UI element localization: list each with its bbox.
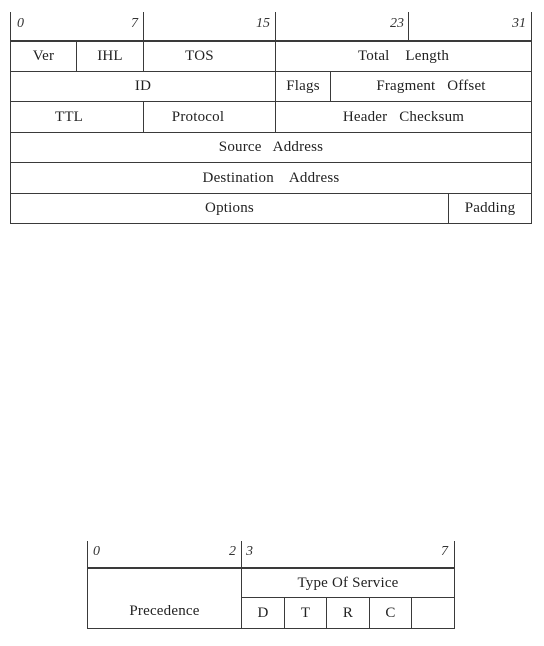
ruler-tick — [275, 12, 276, 41]
field-options: Options — [205, 200, 254, 216]
bit-label-15: 15 — [256, 16, 270, 31]
field-protocol: Protocol — [171, 108, 225, 125]
ruler-tick — [241, 541, 242, 569]
bit-label-23: 23 — [390, 16, 404, 31]
ruler-tick — [143, 12, 144, 41]
tos-flag-t: T — [300, 604, 311, 621]
field-source-address: Source Address — [218, 139, 324, 155]
field-padding: Padding — [464, 200, 516, 216]
tos-flag-r: R — [342, 604, 354, 621]
grid-line — [531, 40, 532, 224]
tos-flag-reserved — [412, 598, 454, 628]
bit-label-31: 31 — [512, 16, 526, 31]
field-precedence: Precedence — [129, 602, 200, 619]
ruler-tick — [408, 12, 409, 41]
field-header-checksum: Header Checksum — [342, 108, 465, 125]
grid-line — [454, 567, 455, 629]
tos-bit-label-3: 3 — [246, 544, 253, 559]
field-id: ID — [134, 78, 152, 94]
bit-label-0: 0 — [17, 16, 24, 31]
grid-line — [87, 628, 455, 629]
ruler-tick — [87, 541, 88, 569]
tos-bit-label-0: 0 — [93, 544, 100, 559]
field-ihl: IHL — [97, 47, 123, 64]
field-ttl: TTL — [54, 108, 84, 125]
field-flags: Flags — [286, 78, 320, 94]
tos-flag-c: C — [385, 604, 396, 621]
field-tos: TOS — [185, 47, 214, 64]
tos-flag-d: D — [257, 604, 269, 621]
tos-bit-label-2: 2 — [229, 544, 236, 559]
tos-bit-label-7: 7 — [441, 544, 448, 559]
field-fragment-offset: Fragment Offset — [376, 78, 486, 94]
field-type-of-service: Type Of Service — [297, 574, 399, 591]
field-total-length: Total Length — [357, 47, 450, 64]
ruler-tick — [454, 541, 455, 569]
field-destination-address: Destination Address — [202, 169, 340, 186]
field-version: Ver — [32, 47, 55, 64]
bit-label-7: 7 — [131, 16, 138, 31]
ruler-tick — [531, 12, 532, 41]
ruler-tick — [10, 12, 11, 41]
grid-line — [10, 223, 532, 224]
